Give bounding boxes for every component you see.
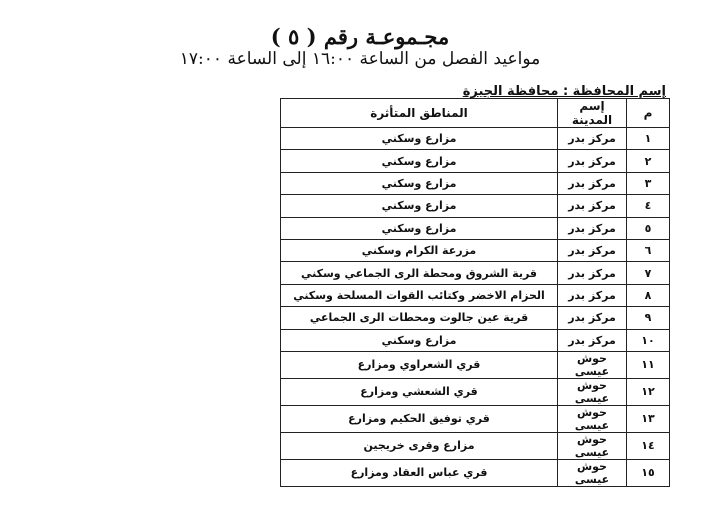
table-row	[281, 459, 670, 486]
row-number-cell: ٥	[627, 217, 670, 239]
schedule-table	[280, 98, 670, 487]
areas-cell: مزارع وسكني	[281, 172, 558, 194]
table-row	[281, 405, 670, 432]
table-row	[281, 432, 670, 459]
table-body	[281, 128, 670, 487]
table-row	[281, 195, 670, 217]
areas-cell: مزارع وسكني	[281, 217, 558, 239]
table-row	[281, 351, 670, 378]
city-cell: حوش عيسى	[558, 405, 627, 432]
table-header-row	[281, 99, 670, 128]
city-cell: حوش عيسى	[558, 432, 627, 459]
governorate-line	[463, 84, 666, 99]
table-row	[281, 262, 670, 284]
row-number-cell: ١٥	[627, 459, 670, 486]
row-number-cell: ١٣	[627, 405, 670, 432]
table-row	[281, 284, 670, 306]
city-cell: مركز بدر	[558, 329, 627, 351]
city-cell: مركز بدر	[558, 195, 627, 217]
table-row	[281, 329, 670, 351]
areas-cell: قرية الشروق ومحطة الرى الجماعي وسكني	[281, 262, 558, 284]
table-row	[281, 239, 670, 261]
areas-cell: مزارع وسكني	[281, 128, 558, 150]
header-number: م	[627, 99, 670, 128]
areas-cell: مزارع وسكني	[281, 329, 558, 351]
areas-cell: قري الشعراوي ومزارع	[281, 351, 558, 378]
governorate-value: محافظة الجيزة	[462, 84, 559, 99]
areas-cell: قري عباس العقاد ومزارع	[281, 459, 558, 486]
row-number-cell: ١٢	[627, 378, 670, 405]
city-cell: مركز بدر	[558, 307, 627, 329]
row-number-cell: ٩	[627, 307, 670, 329]
row-number-cell: ٢	[627, 150, 670, 172]
row-number-cell: ٧	[627, 262, 670, 284]
city-cell: مركز بدر	[558, 262, 627, 284]
city-cell: حوش عيسى	[558, 459, 627, 486]
table-row	[281, 128, 670, 150]
areas-cell: قري الشعشي ومزارع	[281, 378, 558, 405]
city-cell: مركز بدر	[558, 239, 627, 261]
table-row	[281, 172, 670, 194]
table-row	[281, 217, 670, 239]
city-cell: حوش عيسى	[558, 378, 627, 405]
city-cell: مركز بدر	[558, 150, 627, 172]
areas-cell: قرية عين جالوت ومحطات الرى الجماعي	[281, 307, 558, 329]
table-row	[281, 307, 670, 329]
areas-cell: مزارع وسكني	[281, 150, 558, 172]
areas-cell: قري توفيق الحكيم ومزارع	[281, 405, 558, 432]
table-row	[281, 378, 670, 405]
city-cell: مركز بدر	[558, 128, 627, 150]
areas-cell: مزارع وقرى خريجين	[281, 432, 558, 459]
city-cell: مركز بدر	[558, 172, 627, 194]
governorate-label: إسم المحافظة :	[562, 84, 666, 99]
row-number-cell: ٦	[627, 239, 670, 261]
row-number-cell: ١٠	[627, 329, 670, 351]
schedule-subtitle: مواعيد الفصل من الساعة ١٦:٠٠ إلى الساعة ١٧:٠٠	[179, 49, 541, 69]
areas-cell: مزرعة الكرام وسكني	[281, 239, 558, 261]
header-city: إسم المدينة	[558, 99, 627, 128]
city-cell: مركز بدر	[558, 217, 627, 239]
row-number-cell: ٤	[627, 195, 670, 217]
page-title: مجـموعـة رقم ( ٥ )	[270, 24, 450, 49]
city-cell: مركز بدر	[558, 284, 627, 306]
header-areas: المناطق المتأثرة	[281, 99, 558, 128]
row-number-cell: ١١	[627, 351, 670, 378]
table-row	[281, 150, 670, 172]
row-number-cell: ٨	[627, 284, 670, 306]
city-cell: حوش عيسى	[558, 351, 627, 378]
areas-cell: مزارع وسكني	[281, 195, 558, 217]
row-number-cell: ٣	[627, 172, 670, 194]
row-number-cell: ١	[627, 128, 670, 150]
areas-cell: الحزام الاخضر وكتائب القوات المسلحة وسكني	[281, 284, 558, 306]
row-number-cell: ١٤	[627, 432, 670, 459]
